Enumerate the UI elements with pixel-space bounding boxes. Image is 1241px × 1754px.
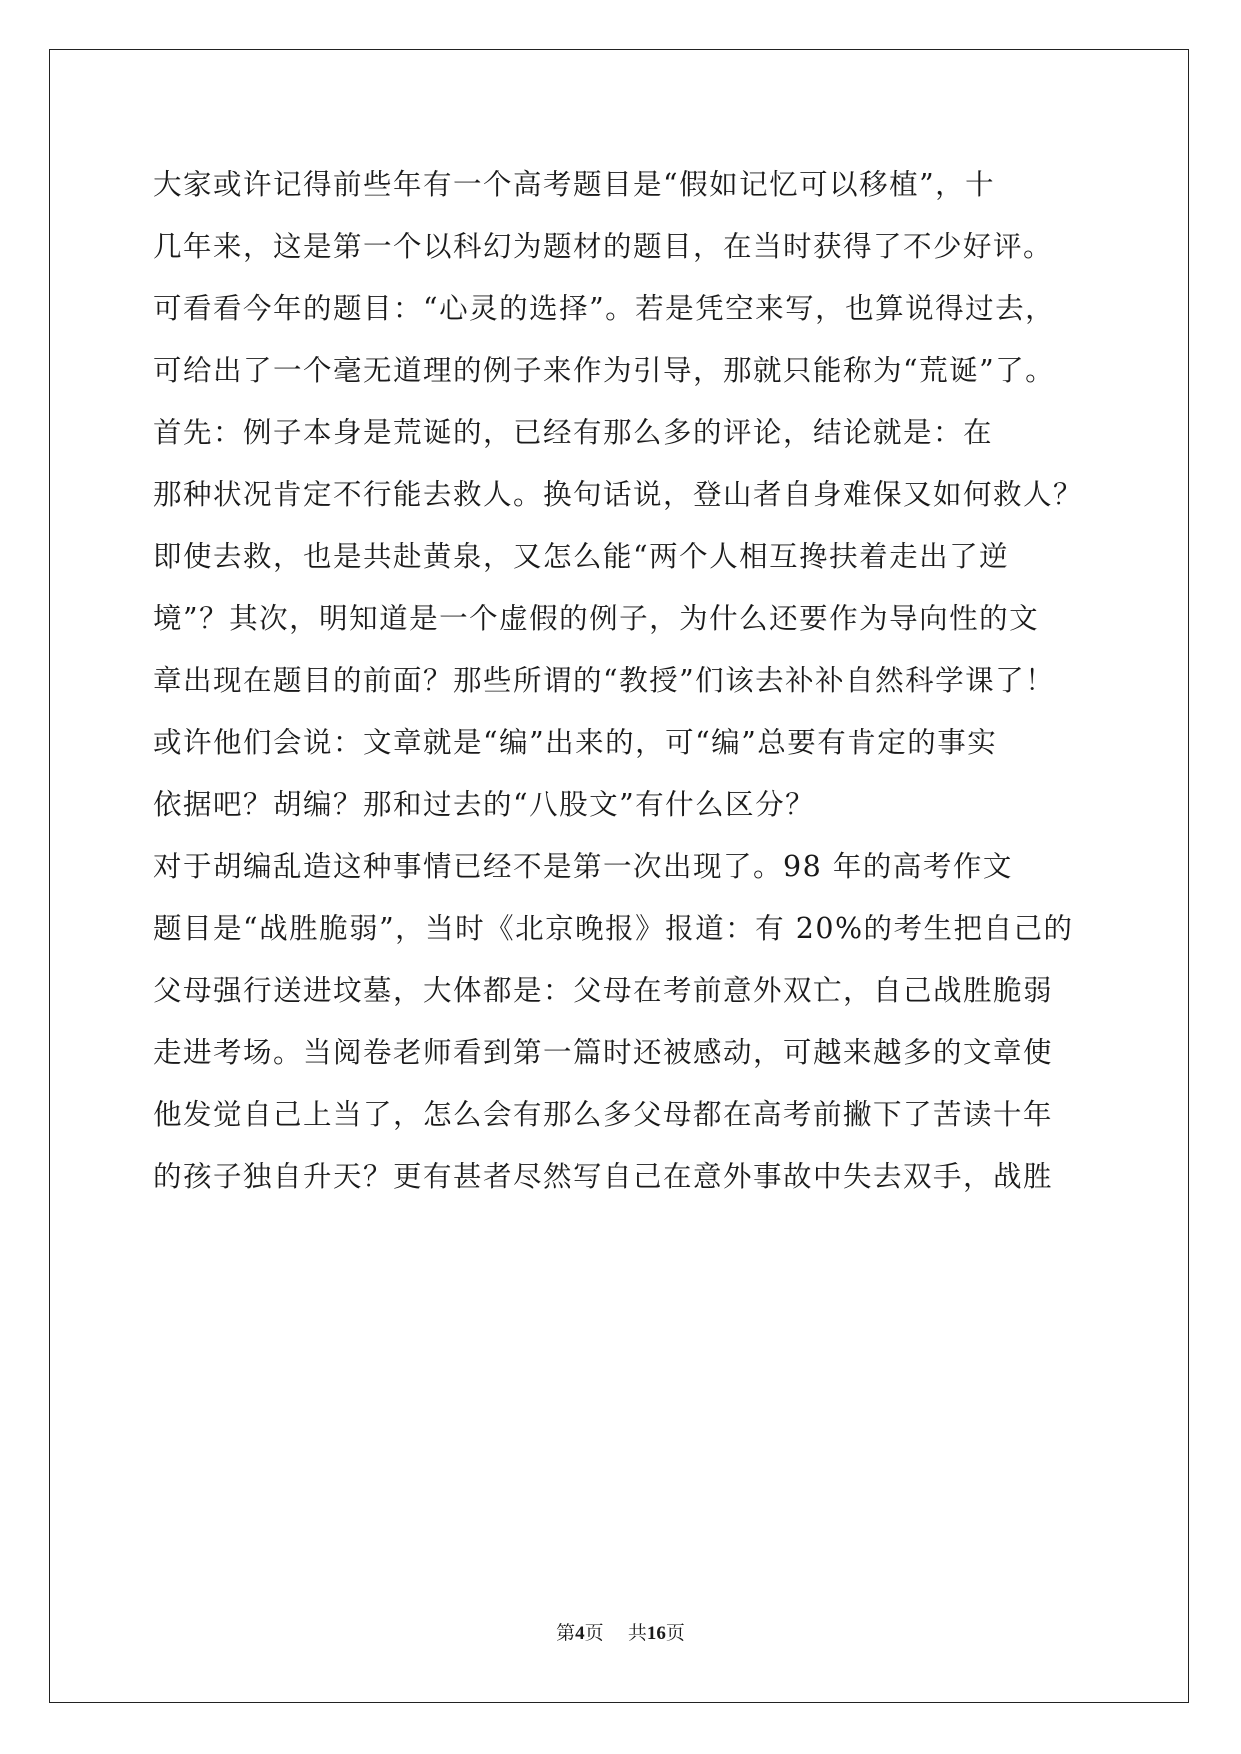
- paragraph-line: 那种状况肯定不行能去救人。换句话说，登山者自身难保又如何救人？: [153, 478, 1084, 511]
- paragraph-line: 父母强行送进坟墓，大体都是：父母在考前意外双亡，自己战胜脆弱: [153, 974, 1054, 1007]
- paragraph-line: 走进考场。当阅卷老师看到第一篇时还被感动，可越来越多的文章使: [153, 1036, 1054, 1069]
- paragraph-line: 可看看今年的题目：“心灵的选择”。若是凭空来写，也算说得过去，: [153, 292, 1056, 325]
- page-footer: [0, 1621, 1241, 1646]
- total-suffix: 页: [665, 1622, 685, 1644]
- paragraph-line: 首先：例子本身是荒诞的，已经有那么多的评论，结论就是：在: [153, 416, 994, 449]
- paragraph-line: 对于胡编乱造这种事情已经不是第一次出现了。98 年的高考作文: [153, 850, 1013, 883]
- paragraph-line: 题目是“战胜脆弱”，当时《北京晚报》报道：有 20%的考生把自己的: [153, 912, 1074, 945]
- page-number: 4: [575, 1623, 585, 1644]
- total-prefix: 共: [627, 1622, 647, 1644]
- paragraph-line: 即使去救，也是共赴黄泉，又怎么能“两个人相互搀扶着走出了逆: [153, 540, 1010, 573]
- page-suffix: 页: [584, 1622, 604, 1644]
- paragraph-line: 依据吧？胡编？那和过去的“八股文”有什么区分？: [153, 788, 816, 821]
- total-pages: 16: [646, 1623, 666, 1644]
- paragraph-line: 或许他们会说：文章就是“编”出来的，可“编”总要有肯定的事实: [153, 726, 998, 759]
- paragraph-line: 大家或许记得前些年有一个高考题目是“假如记忆可以移植”，十: [153, 168, 996, 201]
- paragraph-line: 他发觉自己上当了，怎么会有那么多父母都在高考前撇下了苦读十年: [153, 1098, 1054, 1131]
- paragraph-line: 可给出了一个毫无道理的例子来作为引导，那就只能称为“荒诞”了。: [153, 354, 1056, 387]
- paragraph-line: 几年来，这是第一个以科幻为题材的题目，在当时获得了不少好评。: [153, 230, 1054, 263]
- page-prefix: 第: [556, 1622, 576, 1644]
- paragraph-line: 的孩子独自升天？更有甚者尽然写自己在意外事故中失去双手，战胜: [153, 1160, 1054, 1193]
- paragraph-line: 境”？其次，明知道是一个虚假的例子，为什么还要作为导向性的文: [153, 602, 1040, 635]
- paragraph-line: 章出现在题目的前面？那些所谓的“教授”们该去补补自然科学课了！: [153, 664, 1056, 697]
